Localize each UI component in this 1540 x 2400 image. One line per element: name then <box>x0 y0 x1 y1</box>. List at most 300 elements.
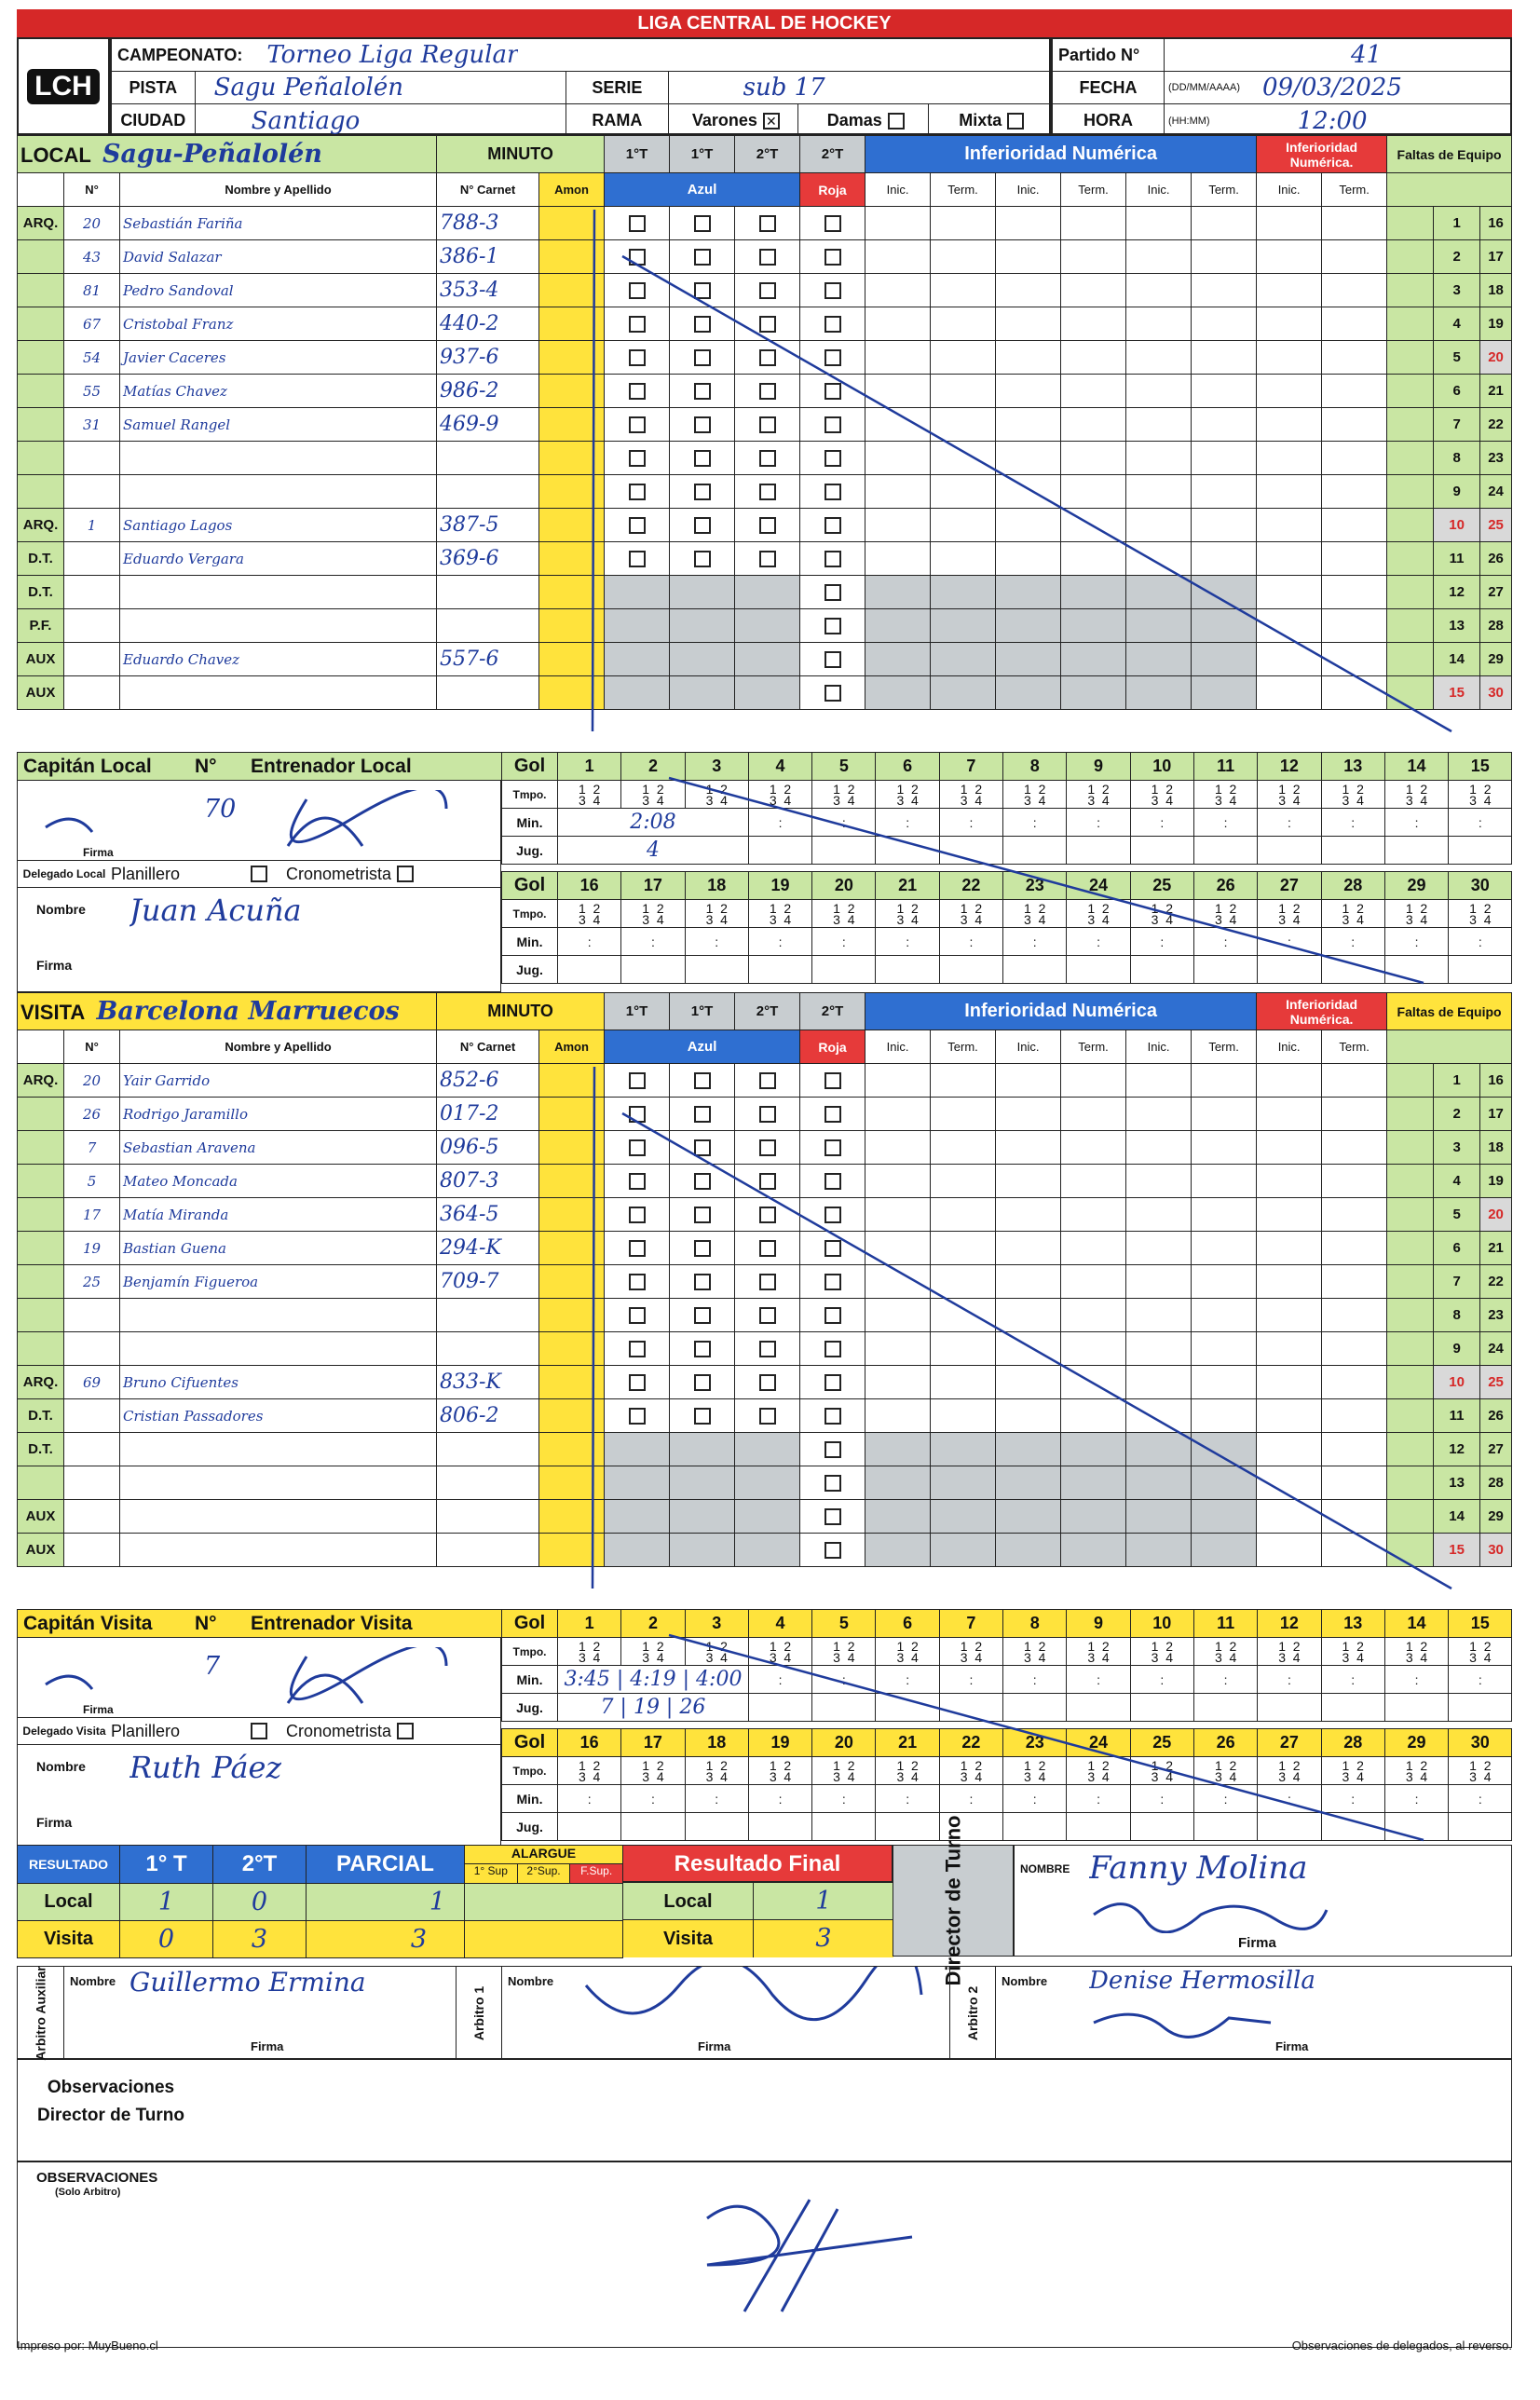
local-amon-cell[interactable] <box>539 509 605 542</box>
local-player-carnet[interactable]: 937-6 <box>437 341 539 375</box>
visita-player-name[interactable]: Mateo Moncada <box>120 1165 437 1198</box>
visita-jug-cell[interactable] <box>1130 1694 1193 1722</box>
local-inferioridad-cell[interactable] <box>1061 576 1126 609</box>
local-inferioridad-cell[interactable] <box>865 408 931 442</box>
visita-inferioridad-cell[interactable] <box>1257 1265 1322 1299</box>
visita-inferioridad-cell[interactable] <box>996 1399 1061 1433</box>
local-inferioridad-cell[interactable] <box>865 307 931 341</box>
local-roja-checkbox[interactable] <box>825 517 841 534</box>
local-tmpo-cell[interactable]: 1 2 3 4 <box>812 781 876 809</box>
visita-inferioridad-cell[interactable] <box>1322 1165 1387 1198</box>
local-player-number[interactable]: 43 <box>64 240 120 274</box>
visita-inferioridad-cell[interactable] <box>1322 1198 1387 1232</box>
local-azul-cell[interactable] <box>605 442 670 475</box>
local-jug-cell[interactable] <box>812 956 876 984</box>
visita-inferioridad-cell[interactable] <box>996 1366 1061 1399</box>
local-inferioridad-cell[interactable] <box>931 475 996 509</box>
visita-inferioridad-cell[interactable] <box>1061 1433 1126 1466</box>
local-inferioridad-cell[interactable] <box>1322 207 1387 240</box>
local-amon-cell[interactable] <box>539 375 605 408</box>
local-inferioridad-cell[interactable] <box>931 576 996 609</box>
local-inferioridad-cell[interactable] <box>1126 643 1192 676</box>
local-player-carnet[interactable]: 387-5 <box>437 509 539 542</box>
local-jug-cell[interactable] <box>621 956 685 984</box>
visita-jug-cell[interactable] <box>1003 1813 1067 1841</box>
local-falta-cell[interactable]: 28 <box>1480 609 1512 643</box>
visita-planillero-checkbox[interactable] <box>251 1723 267 1739</box>
local-player-number[interactable] <box>64 609 120 643</box>
visita-min-cell[interactable]: : <box>685 1785 748 1813</box>
local-inferioridad-cell[interactable] <box>865 240 931 274</box>
local-falta-cell[interactable]: 10 <box>1434 509 1480 542</box>
visita-amon-cell[interactable] <box>539 1232 605 1265</box>
visita-azul-cell[interactable] <box>605 1299 670 1332</box>
visita-jug-cell[interactable] <box>621 1813 685 1841</box>
local-min-cell[interactable]: : <box>876 809 939 837</box>
visita-roja-checkbox[interactable] <box>825 1106 841 1123</box>
local-azul-cell[interactable] <box>735 643 800 676</box>
local-inferioridad-cell[interactable] <box>996 475 1061 509</box>
local-inferioridad-cell[interactable] <box>865 576 931 609</box>
local-azul-cell[interactable] <box>670 207 735 240</box>
local-inferioridad-cell[interactable] <box>1257 240 1322 274</box>
visita-player-name[interactable]: Sebastian Aravena <box>120 1131 437 1165</box>
local-inferioridad-cell[interactable] <box>1126 274 1192 307</box>
visita-falta-cell[interactable]: 19 <box>1480 1165 1512 1198</box>
visita-inferioridad-cell[interactable] <box>1257 1131 1322 1165</box>
visita-min-cell[interactable]: : <box>1130 1666 1193 1694</box>
local-player-name[interactable]: Javier Caceres <box>120 341 437 375</box>
local-tmpo-cell[interactable]: 1 2 3 4 <box>1193 781 1257 809</box>
local-jug-cell[interactable] <box>1003 956 1067 984</box>
local-tmpo-cell[interactable]: 1 2 3 4 <box>621 900 685 928</box>
local-inferioridad-cell[interactable] <box>1322 576 1387 609</box>
visita-inferioridad-cell[interactable] <box>1257 1366 1322 1399</box>
visita-falta-cell[interactable]: 15 <box>1434 1534 1480 1567</box>
local-player-carnet[interactable]: 440-2 <box>437 307 539 341</box>
local-falta-cell[interactable]: 1 <box>1434 207 1480 240</box>
local-azul-cell[interactable] <box>670 676 735 710</box>
visita-inferioridad-cell[interactable] <box>865 1366 931 1399</box>
local-amon-cell[interactable] <box>539 240 605 274</box>
local-tmpo-cell[interactable]: 1 2 3 4 <box>1003 900 1067 928</box>
visita-roja-checkbox[interactable] <box>825 1475 841 1492</box>
visita-delegado-name[interactable]: Ruth Páez <box>129 1750 282 1785</box>
local-falta-cell[interactable]: 22 <box>1480 408 1512 442</box>
visita-min-cell[interactable]: : <box>1449 1785 1512 1813</box>
local-azul-cell[interactable] <box>735 375 800 408</box>
local-inferioridad-cell[interactable] <box>931 676 996 710</box>
visita-inferioridad-cell[interactable] <box>1322 1332 1387 1366</box>
visita-azul-cell[interactable] <box>670 1064 735 1098</box>
visita-inferioridad-cell[interactable] <box>1192 1299 1257 1332</box>
visita-azul-checkbox[interactable] <box>629 1106 646 1123</box>
local-inferioridad-cell[interactable] <box>1192 408 1257 442</box>
local-player-name[interactable]: Cristobal Franz <box>120 307 437 341</box>
visita-inferioridad-cell[interactable] <box>996 1232 1061 1265</box>
local-inferioridad-cell[interactable] <box>996 307 1061 341</box>
local-jug-value[interactable]: 4 <box>558 837 749 865</box>
local-azul-checkbox[interactable] <box>694 349 711 366</box>
local-inferioridad-cell[interactable] <box>1257 509 1322 542</box>
visita-tmpo-cell[interactable]: 1 2 3 4 <box>939 1757 1002 1785</box>
local-inferioridad-cell[interactable] <box>865 475 931 509</box>
visita-roja-cell[interactable] <box>800 1399 865 1433</box>
visita-inferioridad-cell[interactable] <box>1126 1366 1192 1399</box>
visita-tmpo-cell[interactable]: 1 2 3 4 <box>558 1638 621 1666</box>
local-inferioridad-cell[interactable] <box>1257 207 1322 240</box>
visita-roja-checkbox[interactable] <box>825 1374 841 1391</box>
local-inferioridad-cell[interactable] <box>1192 475 1257 509</box>
local-azul-cell[interactable] <box>735 542 800 576</box>
visita-inferioridad-cell[interactable] <box>1126 1165 1192 1198</box>
visita-inferioridad-cell[interactable] <box>1322 1466 1387 1500</box>
local-inferioridad-cell[interactable] <box>1061 609 1126 643</box>
visita-tmpo-cell[interactable]: 1 2 3 4 <box>1258 1757 1321 1785</box>
local-azul-checkbox[interactable] <box>759 282 776 299</box>
local-roja-cell[interactable] <box>800 408 865 442</box>
local-player-carnet[interactable]: 353-4 <box>437 274 539 307</box>
local-tmpo-cell[interactable]: 1 2 3 4 <box>1384 781 1448 809</box>
local-player-number[interactable] <box>64 576 120 609</box>
local-azul-checkbox[interactable] <box>629 215 646 232</box>
local-azul-cell[interactable] <box>670 341 735 375</box>
visita-inferioridad-cell[interactable] <box>1061 1131 1126 1165</box>
varones-checkbox[interactable]: ✕ <box>763 113 780 130</box>
local-azul-checkbox[interactable] <box>629 282 646 299</box>
local-tmpo-cell[interactable]: 1 2 3 4 <box>748 900 811 928</box>
visita-jug-cell[interactable] <box>1384 1813 1448 1841</box>
local-azul-cell[interactable] <box>735 408 800 442</box>
local-player-number[interactable]: 81 <box>64 274 120 307</box>
local-inferioridad-cell[interactable] <box>1061 542 1126 576</box>
local-azul-cell[interactable] <box>670 442 735 475</box>
local-azul-cell[interactable] <box>670 307 735 341</box>
local-player-carnet[interactable]: 469-9 <box>437 408 539 442</box>
visita-azul-checkbox[interactable] <box>694 1307 711 1324</box>
visita-amon-cell[interactable] <box>539 1500 605 1534</box>
local-azul-cell[interactable] <box>735 207 800 240</box>
local-tmpo-cell[interactable]: 1 2 3 4 <box>1258 781 1321 809</box>
local-min-cell[interactable]: : <box>1003 928 1067 956</box>
local-inferioridad-cell[interactable] <box>931 442 996 475</box>
local-azul-cell[interactable] <box>605 408 670 442</box>
visita-inferioridad-cell[interactable] <box>1061 1534 1126 1567</box>
visita-azul-checkbox[interactable] <box>629 1072 646 1089</box>
visita-inferioridad-cell[interactable] <box>1322 1366 1387 1399</box>
visita-min-cell[interactable]: : <box>1449 1666 1512 1694</box>
visita-azul-cell[interactable] <box>735 1466 800 1500</box>
local-tmpo-cell[interactable]: 1 2 3 4 <box>939 900 1002 928</box>
visita-falta-cell[interactable]: 21 <box>1480 1232 1512 1265</box>
local-azul-checkbox[interactable] <box>629 517 646 534</box>
local-inferioridad-cell[interactable] <box>1126 542 1192 576</box>
arbitro-aux-nombre[interactable]: Guillermo Ermina <box>129 1967 366 1998</box>
visita-roja-cell[interactable] <box>800 1198 865 1232</box>
visita-inferioridad-cell[interactable] <box>865 1399 931 1433</box>
visita-tmpo-cell[interactable]: 1 2 3 4 <box>1258 1638 1321 1666</box>
campeonato-value[interactable]: Torneo Liga Regular <box>266 41 519 69</box>
visita-azul-checkbox[interactable] <box>759 1173 776 1190</box>
local-jug-cell[interactable] <box>1384 837 1448 865</box>
visita-min-cell[interactable]: : <box>1067 1666 1130 1694</box>
local-player-number[interactable] <box>64 475 120 509</box>
local-azul-cell[interactable] <box>670 509 735 542</box>
visita-azul-cell[interactable] <box>605 1399 670 1433</box>
arbitro2-nombre[interactable]: Denise Hermosilla <box>1089 1967 1315 1995</box>
visita-azul-cell[interactable] <box>605 1098 670 1131</box>
visita-inferioridad-cell[interactable] <box>996 1466 1061 1500</box>
visita-jug-cell[interactable] <box>1384 1694 1448 1722</box>
visita-min-cell[interactable]: : <box>621 1785 685 1813</box>
local-inferioridad-cell[interactable] <box>1322 609 1387 643</box>
local-capitan-number[interactable]: 70 <box>204 795 237 824</box>
visita-azul-checkbox[interactable] <box>759 1341 776 1357</box>
local-inferioridad-cell[interactable] <box>1192 676 1257 710</box>
local-t1[interactable]: 1 <box>120 1884 213 1921</box>
local-parcial[interactable]: 1 <box>307 1884 465 1921</box>
visita-player-carnet[interactable] <box>437 1500 539 1534</box>
local-inferioridad-cell[interactable] <box>1257 542 1322 576</box>
local-player-name[interactable]: Eduardo Vergara <box>120 542 437 576</box>
local-inferioridad-cell[interactable] <box>1192 576 1257 609</box>
local-inferioridad-cell[interactable] <box>1322 643 1387 676</box>
local-min-cell[interactable]: : <box>1130 809 1193 837</box>
local-inferioridad-cell[interactable] <box>1061 307 1126 341</box>
local-inferioridad-cell[interactable] <box>865 643 931 676</box>
visita-player-number[interactable] <box>64 1299 120 1332</box>
visita-inferioridad-cell[interactable] <box>1257 1299 1322 1332</box>
visita-tmpo-cell[interactable]: 1 2 3 4 <box>621 1638 685 1666</box>
local-azul-checkbox[interactable] <box>759 215 776 232</box>
local-inferioridad-cell[interactable] <box>865 274 931 307</box>
local-azul-cell[interactable] <box>605 576 670 609</box>
local-roja-checkbox[interactable] <box>825 551 841 567</box>
local-inferioridad-cell[interactable] <box>1192 274 1257 307</box>
visita-roja-cell[interactable] <box>800 1534 865 1567</box>
local-azul-checkbox[interactable] <box>694 484 711 500</box>
local-azul-checkbox[interactable] <box>694 517 711 534</box>
visita-roja-cell[interactable] <box>800 1131 865 1165</box>
visita-azul-checkbox[interactable] <box>694 1408 711 1425</box>
local-roja-checkbox[interactable] <box>825 618 841 634</box>
local-roja-checkbox[interactable] <box>825 450 841 467</box>
local-azul-checkbox[interactable] <box>759 316 776 333</box>
visita-inferioridad-cell[interactable] <box>931 1198 996 1232</box>
visita-inferioridad-cell[interactable] <box>1257 1466 1322 1500</box>
local-inferioridad-cell[interactable] <box>865 609 931 643</box>
local-tmpo-cell[interactable]: 1 2 3 4 <box>558 781 621 809</box>
local-azul-checkbox[interactable] <box>759 517 776 534</box>
visita-player-name[interactable]: Benjamín Figueroa <box>120 1265 437 1299</box>
visita-jug-cell[interactable] <box>1193 1694 1257 1722</box>
local-inferioridad-cell[interactable] <box>1257 676 1322 710</box>
visita-inferioridad-cell[interactable] <box>1192 1366 1257 1399</box>
local-cronometrista-checkbox[interactable] <box>397 866 414 882</box>
visita-tmpo-cell[interactable]: 1 2 3 4 <box>685 1638 748 1666</box>
local-inferioridad-cell[interactable] <box>1192 643 1257 676</box>
visita-tmpo-cell[interactable]: 1 2 3 4 <box>748 1757 811 1785</box>
visita-jug-cell[interactable] <box>876 1813 939 1841</box>
visita-player-carnet[interactable] <box>437 1433 539 1466</box>
hora-value[interactable]: 12:00 <box>1297 106 1368 135</box>
local-inferioridad-cell[interactable] <box>1061 375 1126 408</box>
local-inferioridad-cell[interactable] <box>996 240 1061 274</box>
local-min-cell[interactable]: : <box>748 928 811 956</box>
local-amon-cell[interactable] <box>539 307 605 341</box>
visita-inferioridad-cell[interactable] <box>1126 1064 1192 1098</box>
visita-player-name[interactable]: Rodrigo Jaramillo <box>120 1098 437 1131</box>
visita-jug-cell[interactable] <box>1130 1813 1193 1841</box>
visita-amon-cell[interactable] <box>539 1366 605 1399</box>
local-azul-cell[interactable] <box>605 240 670 274</box>
visita-inferioridad-cell[interactable] <box>1061 1098 1126 1131</box>
local-inferioridad-cell[interactable] <box>1126 676 1192 710</box>
visita-inferioridad-cell[interactable] <box>1061 1366 1126 1399</box>
local-min-cell[interactable]: : <box>1003 809 1067 837</box>
local-azul-cell[interactable] <box>605 542 670 576</box>
local-azul-cell[interactable] <box>670 274 735 307</box>
local-azul-cell[interactable] <box>670 609 735 643</box>
visita-inferioridad-cell[interactable] <box>1322 1265 1387 1299</box>
visita-player-number[interactable] <box>64 1466 120 1500</box>
local-inferioridad-cell[interactable] <box>1257 442 1322 475</box>
local-tmpo-cell[interactable]: 1 2 3 4 <box>1449 781 1512 809</box>
visita-roja-cell[interactable] <box>800 1165 865 1198</box>
visita-min-cell[interactable]: : <box>748 1666 811 1694</box>
visita-jug-cell[interactable] <box>748 1694 811 1722</box>
local-jug-cell[interactable] <box>685 956 748 984</box>
visita-inferioridad-cell[interactable] <box>1322 1399 1387 1433</box>
local-inferioridad-cell[interactable] <box>865 542 931 576</box>
visita-inferioridad-cell[interactable] <box>996 1165 1061 1198</box>
final-local-score[interactable]: 1 <box>754 1883 893 1920</box>
local-amon-cell[interactable] <box>539 609 605 643</box>
local-inferioridad-cell[interactable] <box>1322 442 1387 475</box>
visita-inferioridad-cell[interactable] <box>996 1265 1061 1299</box>
visita-inferioridad-cell[interactable] <box>1322 1131 1387 1165</box>
visita-roja-cell[interactable] <box>800 1332 865 1366</box>
visita-inferioridad-cell[interactable] <box>1257 1433 1322 1466</box>
local-tmpo-cell[interactable]: 1 2 3 4 <box>748 781 811 809</box>
local-roja-cell[interactable] <box>800 442 865 475</box>
visita-player-name[interactable] <box>120 1332 437 1366</box>
local-falta-cell[interactable]: 29 <box>1480 643 1512 676</box>
visita-min-cell[interactable]: : <box>1130 1785 1193 1813</box>
local-amon-cell[interactable] <box>539 576 605 609</box>
local-player-number[interactable]: 54 <box>64 341 120 375</box>
local-player-name[interactable] <box>120 475 437 509</box>
visita-falta-cell[interactable]: 2 <box>1434 1098 1480 1131</box>
visita-azul-cell[interactable] <box>735 1500 800 1534</box>
visita-azul-cell[interactable] <box>605 1500 670 1534</box>
visita-azul-cell[interactable] <box>670 1165 735 1198</box>
visita-inferioridad-cell[interactable] <box>1061 1064 1126 1098</box>
local-min-cell[interactable]: : <box>939 809 1002 837</box>
local-azul-checkbox[interactable] <box>694 383 711 400</box>
local-min-cell[interactable]: : <box>1258 809 1321 837</box>
visita-inferioridad-cell[interactable] <box>1192 1198 1257 1232</box>
visita-player-number[interactable]: 19 <box>64 1232 120 1265</box>
local-azul-cell[interactable] <box>735 475 800 509</box>
visita-inferioridad-cell[interactable] <box>865 1299 931 1332</box>
visita-azul-checkbox[interactable] <box>759 1106 776 1123</box>
local-jug-cell[interactable] <box>1130 837 1193 865</box>
visita-inferioridad-cell[interactable] <box>931 1165 996 1198</box>
local-falta-cell[interactable]: 8 <box>1434 442 1480 475</box>
visita-azul-checkbox[interactable] <box>694 1274 711 1290</box>
visita-alargue[interactable] <box>465 1921 623 1958</box>
visita-inferioridad-cell[interactable] <box>1126 1534 1192 1567</box>
local-player-name[interactable]: Santiago Lagos <box>120 509 437 542</box>
visita-azul-cell[interactable] <box>605 1534 670 1567</box>
local-player-carnet[interactable] <box>437 475 539 509</box>
local-jug-cell[interactable] <box>812 837 876 865</box>
local-min-cell[interactable]: : <box>1067 809 1130 837</box>
visita-inferioridad-cell[interactable] <box>1192 1165 1257 1198</box>
visita-inferioridad-cell[interactable] <box>1192 1433 1257 1466</box>
visita-falta-cell[interactable]: 5 <box>1434 1198 1480 1232</box>
serie-value[interactable]: sub 17 <box>743 74 825 102</box>
local-roja-cell[interactable] <box>800 307 865 341</box>
visita-azul-cell[interactable] <box>670 1232 735 1265</box>
local-min-cell[interactable]: : <box>1321 809 1384 837</box>
visita-roja-cell[interactable] <box>800 1433 865 1466</box>
visita-inferioridad-cell[interactable] <box>1257 1098 1322 1131</box>
local-azul-checkbox[interactable] <box>629 484 646 500</box>
visita-amon-cell[interactable] <box>539 1064 605 1098</box>
visita-min-cell[interactable]: : <box>939 1666 1002 1694</box>
visita-tmpo-cell[interactable]: 1 2 3 4 <box>558 1757 621 1785</box>
local-azul-cell[interactable] <box>670 375 735 408</box>
local-inferioridad-cell[interactable] <box>996 509 1061 542</box>
local-player-carnet[interactable]: 557-6 <box>437 643 539 676</box>
visita-falta-cell[interactable]: 12 <box>1434 1433 1480 1466</box>
local-roja-checkbox[interactable] <box>825 349 841 366</box>
local-tmpo-cell[interactable]: 1 2 3 4 <box>1130 781 1193 809</box>
visita-inferioridad-cell[interactable] <box>1322 1232 1387 1265</box>
visita-inferioridad-cell[interactable] <box>1192 1098 1257 1131</box>
visita-azul-cell[interactable] <box>670 1433 735 1466</box>
visita-inferioridad-cell[interactable] <box>1126 1299 1192 1332</box>
local-amon-cell[interactable] <box>539 341 605 375</box>
local-azul-cell[interactable] <box>735 576 800 609</box>
local-azul-cell[interactable] <box>605 676 670 710</box>
local-inferioridad-cell[interactable] <box>1257 643 1322 676</box>
visita-player-carnet[interactable]: 807-3 <box>437 1165 539 1198</box>
visita-player-number[interactable]: 17 <box>64 1198 120 1232</box>
visita-inferioridad-cell[interactable] <box>1061 1165 1126 1198</box>
visita-tmpo-cell[interactable]: 1 2 3 4 <box>1003 1638 1067 1666</box>
visita-inferioridad-cell[interactable] <box>931 1265 996 1299</box>
local-tmpo-cell[interactable]: 1 2 3 4 <box>558 900 621 928</box>
local-falta-cell[interactable]: 5 <box>1434 341 1480 375</box>
visita-inferioridad-cell[interactable] <box>996 1332 1061 1366</box>
local-inferioridad-cell[interactable] <box>996 576 1061 609</box>
local-roja-cell[interactable] <box>800 643 865 676</box>
visita-capitan-number[interactable]: 7 <box>204 1652 221 1681</box>
visita-azul-checkbox[interactable] <box>629 1274 646 1290</box>
visita-roja-cell[interactable] <box>800 1064 865 1098</box>
local-falta-cell[interactable]: 27 <box>1480 576 1512 609</box>
visita-azul-checkbox[interactable] <box>629 1240 646 1257</box>
visita-inferioridad-cell[interactable] <box>1192 1399 1257 1433</box>
local-falta-cell[interactable]: 12 <box>1434 576 1480 609</box>
local-jug-cell[interactable] <box>939 956 1002 984</box>
local-player-carnet[interactable]: 986-2 <box>437 375 539 408</box>
visita-inferioridad-cell[interactable] <box>996 1534 1061 1567</box>
visita-falta-cell[interactable]: 24 <box>1480 1332 1512 1366</box>
